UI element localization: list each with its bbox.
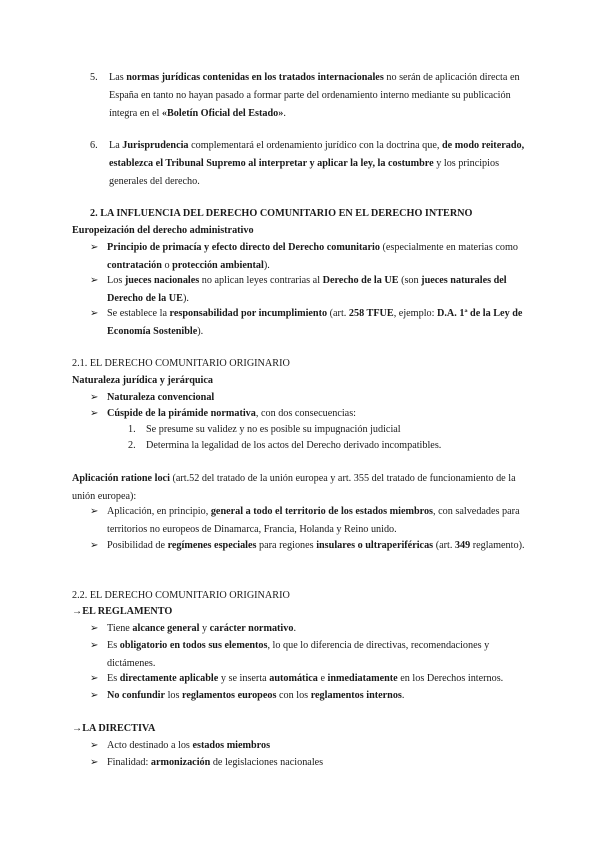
bullet-item: ➢ No confundir los reglamentos europeos con los reglamentos internos. xyxy=(90,687,530,705)
section-subheading: Europeización del derecho administrativo xyxy=(72,225,254,236)
arrowhead-bullet-icon: ➢ xyxy=(90,540,99,551)
arrowhead-bullet-icon: ➢ xyxy=(90,408,99,419)
list-item-text: La Jurisprudencia complementará el ordenamiento jurídico con la doctrina que, de modo reiterado, establezca el Tribunal Supremo al interpretar y aplicar la ley, la costumbre y los principios generales del derecho. xyxy=(109,140,525,187)
arrowhead-bullet-icon: ➢ xyxy=(90,242,99,253)
bullet-item: ➢ Tiene alcance general y carácter normativo. xyxy=(90,620,530,638)
bullet-item: ➢ Cúspide de la pirámide normativa, con dos consecuencias: xyxy=(90,405,530,423)
sub-list-item: 2. Determina la legalidad de los actos del Derecho derivado incompatibles. xyxy=(128,440,442,451)
arrowhead-bullet-icon: ➢ xyxy=(90,690,99,701)
paragraph: Aplicación ratione loci (art.52 del tratado de la unión europea y art. 355 del tratado de funcionamiento de la unión europea): xyxy=(72,473,516,502)
list-item-6 xyxy=(90,137,530,191)
arrowhead-bullet-icon: ➢ xyxy=(90,623,99,634)
arrowhead-bullet-icon: ➢ xyxy=(90,740,99,751)
arrowhead-bullet-icon: ➢ xyxy=(90,673,99,684)
bullet-item: ➢ Es directamente aplicable y se inserta automática e inmediatamente en los Derechos internos. xyxy=(90,670,530,688)
list-number: 6. xyxy=(90,140,98,151)
bullet-item: ➢ Se establece la responsabilidad por incumplimiento (art. 258 TFUE, ejemplo: D.A. 1ª de la Ley de Economía Sostenible). xyxy=(90,305,530,341)
arrowhead-bullet-icon: ➢ xyxy=(90,392,99,403)
bullet-item: ➢ Acto destinado a los estados miembros xyxy=(90,737,530,755)
list-item-text: Las normas jurídicas contenidas en los tratados internacionales no serán de aplicación directa en España en tanto no hayan pasado a formar parte del ordenamiento interno mediante su publicación íntegra en el «Boletín Oficial del Estado». xyxy=(109,72,520,119)
arrowhead-bullet-icon: ➢ xyxy=(90,275,99,286)
bullet-item: ➢ Finalidad: armonización de legislaciones nacionales xyxy=(90,754,530,772)
list-number: 5. xyxy=(90,72,98,83)
section-heading: 2.2. EL DERECHO COMUNITARIO ORIGINARIO xyxy=(72,590,290,601)
arrowhead-bullet-icon: ➢ xyxy=(90,308,99,319)
bullet-item: ➢ Aplicación, en principio, general a todo el territorio de los estados miembros, con salvedades para territorios no europeos de Dinamarca, Francia, Holanda y Reino unido. xyxy=(90,503,530,539)
bullet-item: ➢ Es obligatorio en todos sus elementos, lo que lo diferencia de directivas, recomendaciones y dictámenes. xyxy=(90,637,530,673)
arrowhead-bullet-icon: ➢ xyxy=(90,757,99,768)
sub-list-item: 1. Se presume su validez y no es posible su impugnación judicial xyxy=(128,424,401,435)
section-subheading-reglamento: →EL REGLAMENTO xyxy=(72,606,173,617)
bullet-item: ➢ Los jueces nacionales no aplican leyes contrarias al Derecho de la UE (son jueces naturales del Derecho de la UE). xyxy=(90,272,530,308)
arrowhead-bullet-icon: ➢ xyxy=(90,640,99,651)
list-item-5 xyxy=(90,69,530,123)
section-heading: 2. LA INFLUENCIA DEL DERECHO COMUNITARIO EN EL DERECHO INTERNO xyxy=(90,208,473,219)
bullet-item: ➢ Posibilidad de regímenes especiales para regiones insulares o ultraperiféricas (art. 349 reglamento). xyxy=(90,537,530,555)
arrowhead-bullet-icon: ➢ xyxy=(90,506,99,517)
section-subheading: Naturaleza jurídica y jerárquica xyxy=(72,375,213,386)
bullet-item: ➢ Naturaleza convencional xyxy=(90,389,530,407)
section-heading: 2.1. EL DERECHO COMUNITARIO ORIGINARIO xyxy=(72,358,290,369)
section-subheading-directiva: →LA DIRECTIVA xyxy=(72,723,156,734)
bullet-item: ➢ Principio de primacía y efecto directo del Derecho comunitario (especialmente en materias como contratación o protección ambiental). xyxy=(90,239,530,275)
